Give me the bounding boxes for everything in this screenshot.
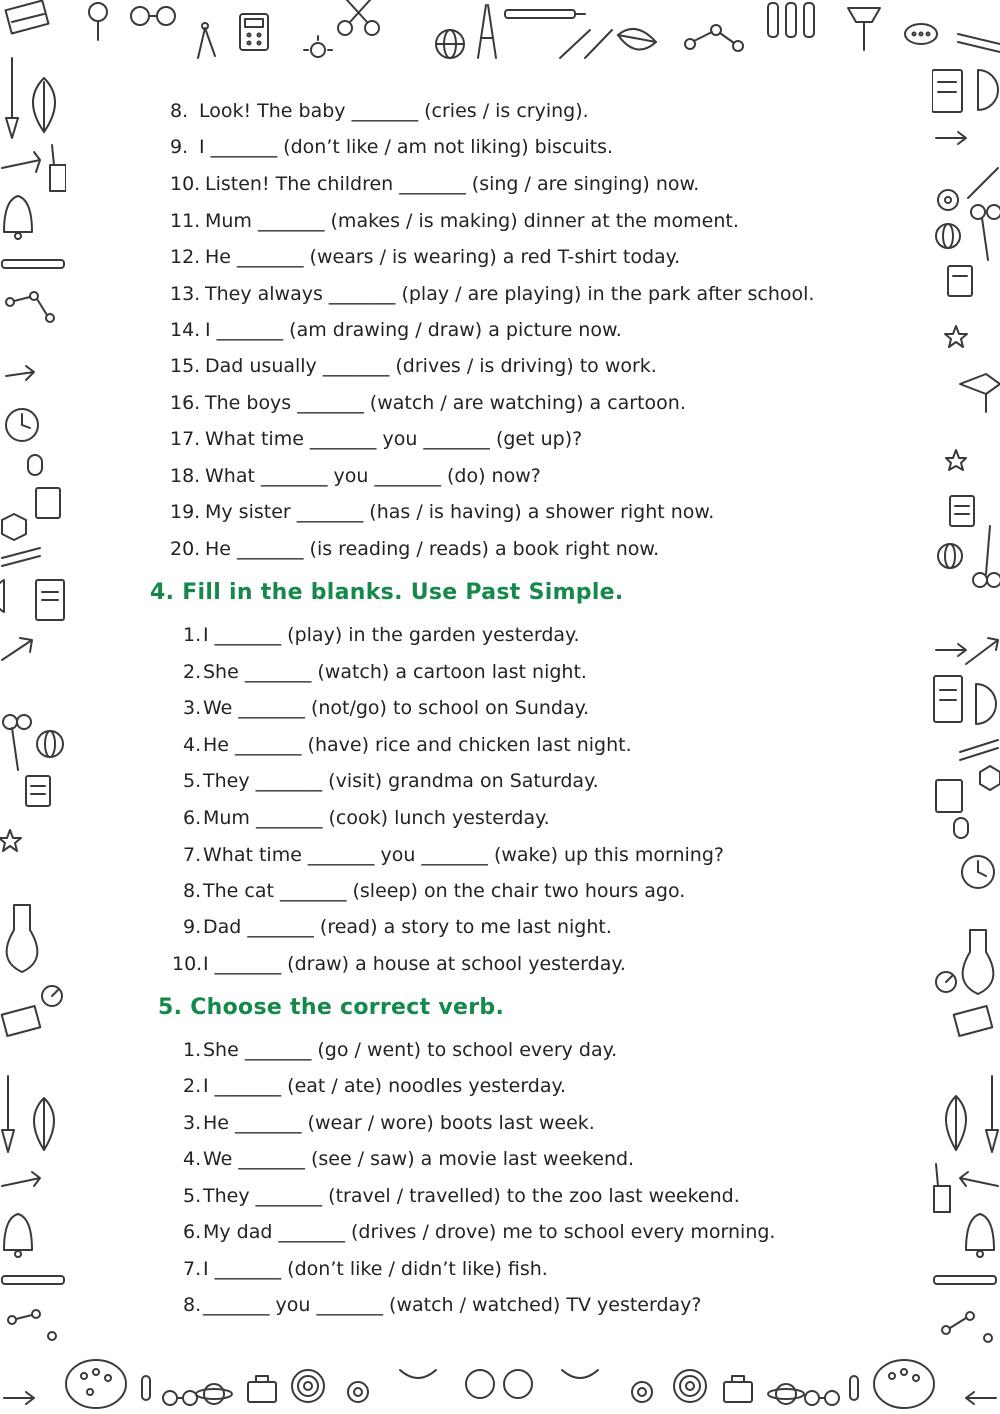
item-text: Dad _______ (read) a story to me last night. [203, 916, 612, 938]
exercise-item [183, 733, 632, 757]
item-number: 3. [183, 1112, 202, 1134]
item-text: We _______ (not/go) to school on Sunday. [203, 697, 590, 719]
item-text: I _______ (don’t like / am not liking) biscuits. [199, 136, 614, 158]
exercise-item [183, 1220, 775, 1244]
item-number: 2. [183, 1075, 202, 1097]
item-text: They always _______ (play / are playing) in the park after school. [205, 283, 815, 305]
item-text: _______ you _______ (watch / watched) TV yesterday? [203, 1294, 702, 1316]
item-text: I _______ (am drawing / draw) a picture now. [205, 319, 622, 341]
exercise-item [170, 209, 739, 233]
exercise-item [183, 1293, 702, 1317]
item-text: The cat _______ (sleep) on the chair two hours ago. [203, 880, 686, 902]
item-number: 4. [183, 734, 202, 756]
item-number: 8. [183, 1294, 202, 1316]
item-text: Listen! The children _______ (sing / are singing) now. [205, 173, 700, 195]
item-number: 12. [170, 246, 201, 268]
item-text: They _______ (visit) grandma on Saturday. [203, 770, 599, 792]
exercise-item [170, 464, 541, 488]
item-text: He _______ (is reading / reads) a book right now. [205, 538, 660, 560]
item-text: I _______ (play) in the garden yesterday. [203, 624, 580, 646]
item-text: I _______ (eat / ate) noodles yesterday. [203, 1075, 567, 1097]
exercise-item [170, 427, 582, 451]
exercise-item [170, 99, 589, 123]
item-text: Mum _______ (cook) lunch yesterday. [203, 807, 550, 829]
item-number: 19. [170, 501, 201, 523]
item-number: 2. [183, 661, 202, 683]
section-4-heading: 4. Fill in the blanks. Use Past Simple. [150, 580, 624, 605]
item-number: 6. [183, 1221, 202, 1243]
item-number: 7. [183, 1258, 202, 1280]
exercise-item [183, 1184, 740, 1208]
item-number: 11. [170, 210, 201, 232]
item-text: My sister _______ (has / is having) a shower right now. [205, 501, 715, 523]
item-number: 10. [170, 173, 201, 195]
item-text: Mum _______ (makes / is making) dinner at the moment. [205, 210, 739, 232]
item-number: 8. [183, 880, 202, 902]
item-number: 1. [183, 1039, 202, 1061]
item-text: I _______ (draw) a house at school yesterday. [203, 953, 626, 975]
exercise-item [183, 879, 685, 903]
section-5-heading: 5. Choose the correct verb. [158, 995, 505, 1020]
item-text: Dad usually _______ (drives / is driving) to work. [205, 355, 657, 377]
item-number: 9. [170, 136, 189, 158]
exercise-item [183, 696, 589, 720]
item-number: 17. [170, 428, 201, 450]
exercise-item [183, 915, 612, 939]
item-number: 18. [170, 465, 201, 487]
exercise-item [170, 245, 680, 269]
item-text: She _______ (watch) a cartoon last night. [203, 661, 587, 683]
item-text: The boys _______ (watch / are watching) a cartoon. [205, 392, 686, 414]
item-number: 8. [170, 100, 189, 122]
item-number: 16. [170, 392, 201, 414]
item-text: He _______ (wear / wore) boots last week. [203, 1112, 595, 1134]
exercise-item [183, 1074, 566, 1098]
item-number: 10. [172, 953, 203, 975]
item-text: She _______ (go / went) to school every day. [203, 1039, 618, 1061]
item-number: 5. [183, 1185, 202, 1207]
exercise-item [183, 769, 599, 793]
exercise-item [170, 354, 657, 378]
item-text: We _______ (see / saw) a movie last weekend. [203, 1148, 635, 1170]
exercise-item [170, 282, 814, 306]
exercise-item [170, 135, 613, 159]
item-text: They _______ (travel / travelled) to the zoo last weekend. [203, 1185, 740, 1207]
exercise-item [172, 952, 626, 976]
exercise-item [170, 537, 659, 561]
item-number: 14. [170, 319, 201, 341]
item-text: He _______ (wears / is wearing) a red T-shirt today. [205, 246, 681, 268]
item-number: 13. [170, 283, 201, 305]
item-number: 5. [183, 770, 202, 792]
exercise-item [183, 806, 550, 830]
item-text: He _______ (have) rice and chicken last night. [203, 734, 632, 756]
item-number: 20. [170, 538, 201, 560]
item-number: 4. [183, 1148, 202, 1170]
item-text: I _______ (don’t like / didn’t like) fish. [203, 1258, 548, 1280]
exercise-item [170, 318, 622, 342]
exercise-item [170, 500, 714, 524]
exercise-item [170, 172, 699, 196]
item-text: Look! The baby _______ (cries / is crying). [199, 100, 589, 122]
item-text: What time _______ you _______ (wake) up this morning? [203, 844, 724, 866]
item-number: 3. [183, 697, 202, 719]
exercise-item [183, 1257, 548, 1281]
item-text: What time _______ you _______ (get up)? [205, 428, 583, 450]
item-number: 6. [183, 807, 202, 829]
exercise-item [183, 1038, 617, 1062]
exercise-item [170, 391, 686, 415]
exercise-item [183, 1111, 595, 1135]
item-number: 9. [183, 916, 202, 938]
item-text: What _______ you _______ (do) now? [205, 465, 541, 487]
exercise-item [183, 623, 580, 647]
exercise-item [183, 660, 587, 684]
item-number: 15. [170, 355, 201, 377]
item-number: 1. [183, 624, 202, 646]
item-number: 7. [183, 844, 202, 866]
exercise-item [183, 1147, 634, 1171]
item-text: My dad _______ (drives / drove) me to school every morning. [203, 1221, 776, 1243]
exercise-item [183, 843, 724, 867]
